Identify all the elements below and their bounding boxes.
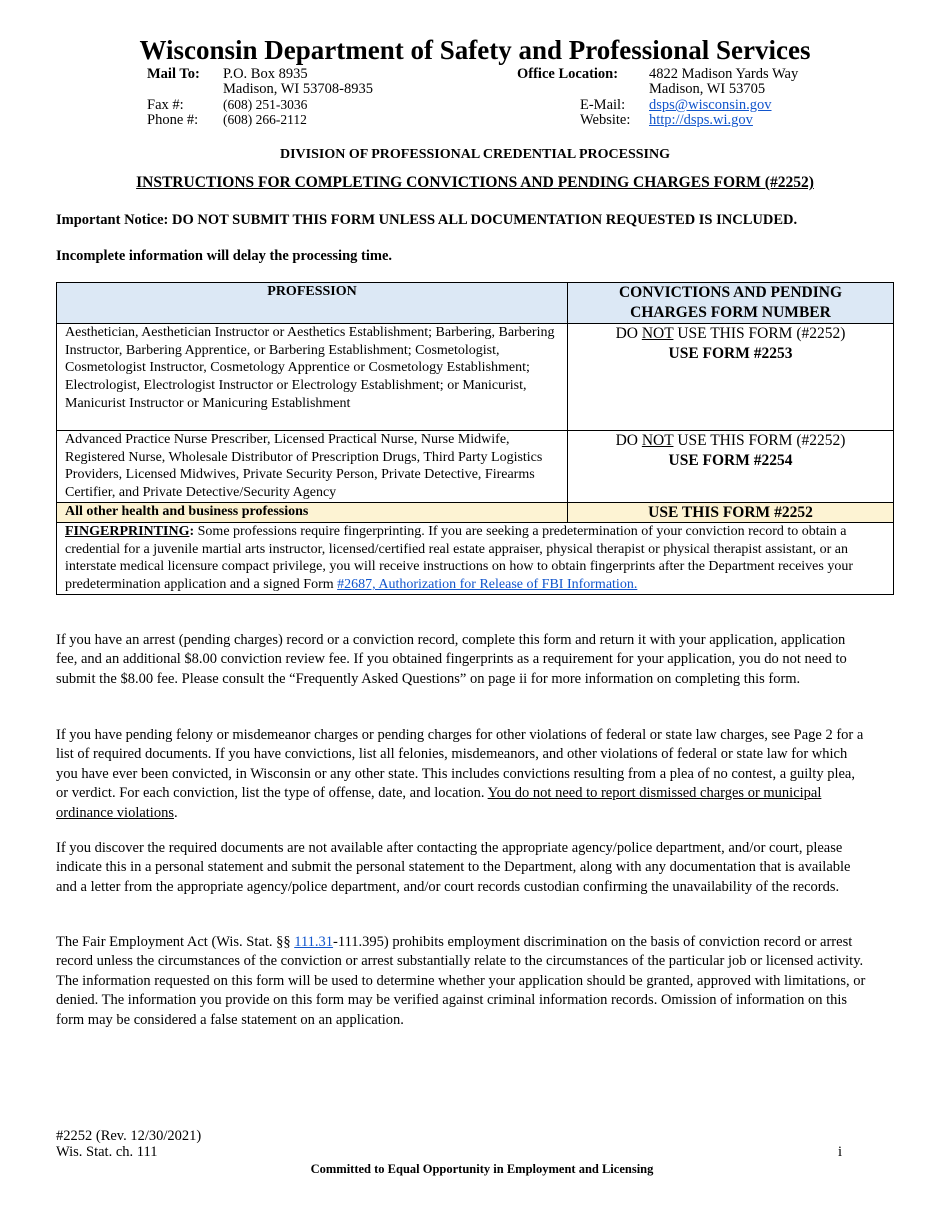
phone-number: (608) 266-2112 [223, 112, 307, 127]
agency-title: Wisconsin Department of Safety and Professional Services [139, 35, 811, 65]
do-not-use-text [576, 324, 885, 344]
statute-111-31-link[interactable]: 111.31 [294, 934, 334, 950]
paragraph-fair-employment [56, 933, 866, 1030]
equal-opportunity-statement: Committed to Equal Opportunity in Employment and Licensing [310, 1162, 654, 1176]
table-row [57, 324, 894, 431]
form-number-cell [568, 324, 894, 431]
fax-label: Fax #: [147, 97, 184, 113]
mail-to-label: Mail To: [147, 66, 200, 82]
not-text: NOT [641, 432, 674, 449]
office-address-line2: Madison, WI 53705 [649, 81, 766, 97]
use-form-2254: USE FORM #2254 [668, 452, 793, 469]
phone-label: Phone #: [147, 112, 199, 128]
profession-cell: All other health and business professions [57, 503, 568, 523]
profession-table [56, 282, 894, 595]
dismissed-charges-note: You do not need to report dismissed charges or municipal ordinance violations [56, 785, 822, 821]
office-location-label: Office Location: [517, 66, 619, 82]
page-number: i [838, 1144, 843, 1160]
table-header-row [57, 283, 894, 324]
profession-cell: Aesthetician, Aesthetician Instructor or Aesthetics Establishment; Barbering, Barbering Instructor, Barbering Apprentice, or Barbering Establishment; Cosmetologist, Cosmetologist Instructor, Cosmetology Apprentice or Cosmetology Establishment; Electrologist, Electrologist Instructor or Electrology Establishment; or Manicurist, Manicurist Instructor or Manicuring Establishment [57, 324, 568, 431]
form-number-cell [568, 431, 894, 503]
form-number-header-line2: CHARGES FORM NUMBER [630, 304, 831, 321]
not-text: NOT [641, 325, 674, 342]
instructions-title-text: INSTRUCTIONS FOR COMPLETING CONVICTIONS AND PENDING CHARGES FORM (#2252) [136, 174, 814, 191]
fair-employment-intro: The Fair Employment Act (Wis. Stat. §§ [56, 934, 295, 950]
paragraph-end-period: . [173, 804, 178, 821]
fingerprinting-label: FINGERPRINTING [65, 524, 190, 539]
fair-employment-text: -111.395) prohibits employment discrimination on the basis of conviction record or arrest record unless the circumstances of the conviction or arrest substantially relate to the circumstances of the particular job or licensed activity. The information requested on this form will be used to determine whether your application should be granted, approved with limitations, or denied. The information you provide on this form may be verified against criminal information records. Omission of information on this form may be considered a false statement on an application. [56, 934, 866, 1028]
instructions-title [0, 174, 950, 192]
mail-address-line2: Madison, WI 53708-8935 [223, 81, 373, 97]
email-label: E-Mail: [580, 97, 626, 113]
fingerprinting-text: Some professions require fingerprinting. If you are seeking a predetermination of your conviction record to obtain a credential for a juvenile martial arts instructor, licensed/certified real estate appraiser, physical therapist or physical therapist assistant, or an interstate medical licensure compact privilege, you will receive instructions on how to obtain fingerprints after the Department receives your predetermination application and a signed Form [65, 524, 854, 593]
use-this-form-text: USE THIS FORM (#2252) [673, 325, 846, 342]
use-this-form-text: USE THIS FORM (#2252) [673, 432, 846, 449]
table-row-highlighted [57, 503, 894, 523]
division-heading: DIVISION OF PROFESSIONAL CREDENTIAL PROCESSING [279, 147, 670, 162]
fingerprinting-row [57, 523, 894, 595]
do-not-use-text [576, 431, 885, 451]
do-text: DO [615, 325, 642, 342]
table-row [57, 431, 894, 503]
fingerprinting-colon: : [189, 524, 195, 539]
form-number-header-line1: CONVICTIONS AND PENDING [618, 284, 843, 301]
profession-cell: Advanced Practice Nurse Prescriber, Licensed Practical Nurse, Nurse Midwife, Registered Nurse, Wholesale Distributor of Prescription Drugs, Third Party Logistics Providers, Licensed Midwives, Private Security Person, Private Detective, Firearms Certifier, and Private Detective/Security Agency [57, 431, 568, 503]
website-link[interactable]: http://dsps.wi.gov [649, 112, 753, 128]
website-label: Website: [580, 112, 631, 128]
office-address-line1: 4822 Madison Yards Way [649, 66, 799, 82]
do-text: DO [615, 432, 642, 449]
paragraph-pending-charges-text: If you have pending felony or misdemeanor charges or pending charges for other violations of federal or state law charges, see Page 2 for a list of required documents. If you have convictions, list all felonies, misdemeanors, and other violations of federal or state law for which you have ever been convicted, in Wisconsin or any other state. This includes convictions resulting from a plea of no contest, a guilty plea, or verdict. For each conviction, list the type of offense, date, and location. [56, 727, 864, 802]
form-number-column-header [568, 283, 894, 324]
paragraph-fees: If you have an arrest (pending charges) record or a conviction record, complete this form and return it with your application, application fee, and an additional $8.00 conviction review fee. If you obtained fingerprints as a requirement for your application, you do not need to submit the $8.00 fee. Please consult the “Frequently Asked Questions” on page ii for more information on completing this form. [56, 632, 847, 687]
use-form-2253: USE FORM #2253 [668, 345, 793, 362]
fax-number: (608) 251-3036 [223, 97, 308, 112]
use-this-form-2252: USE THIS FORM #2252 [568, 503, 894, 523]
form-number-revision: #2252 (Rev. 12/30/2021) [56, 1128, 202, 1144]
profession-column-header: PROFESSION [57, 283, 568, 324]
fingerprinting-cell [57, 523, 894, 595]
paragraph-pending-charges [56, 726, 866, 823]
paragraph-unavailable-documents: If you discover the required documents are not available after contacting the appropriate agency/police department, and/or court, please indicate this in a personal statement and submit the personal statement to the Department, along with any documentation that is available and a letter from the appropriate agency/police department, and/or court records custodian confirming the unavailability of the records. [56, 840, 851, 895]
email-link[interactable]: dsps@wisconsin.gov [649, 97, 772, 113]
mail-address-line1: P.O. Box 8935 [223, 66, 308, 82]
incomplete-notice: Incomplete information will delay the processing time. [56, 248, 393, 264]
form-2687-link[interactable]: #2687, Authorization for Release of FBI Information. [337, 577, 638, 593]
important-notice: Important Notice: DO NOT SUBMIT THIS FORM UNLESS ALL DOCUMENTATION REQUESTED IS INCLUDED. [56, 212, 798, 228]
statute-reference: Wis. Stat. ch. 111 [56, 1144, 158, 1160]
